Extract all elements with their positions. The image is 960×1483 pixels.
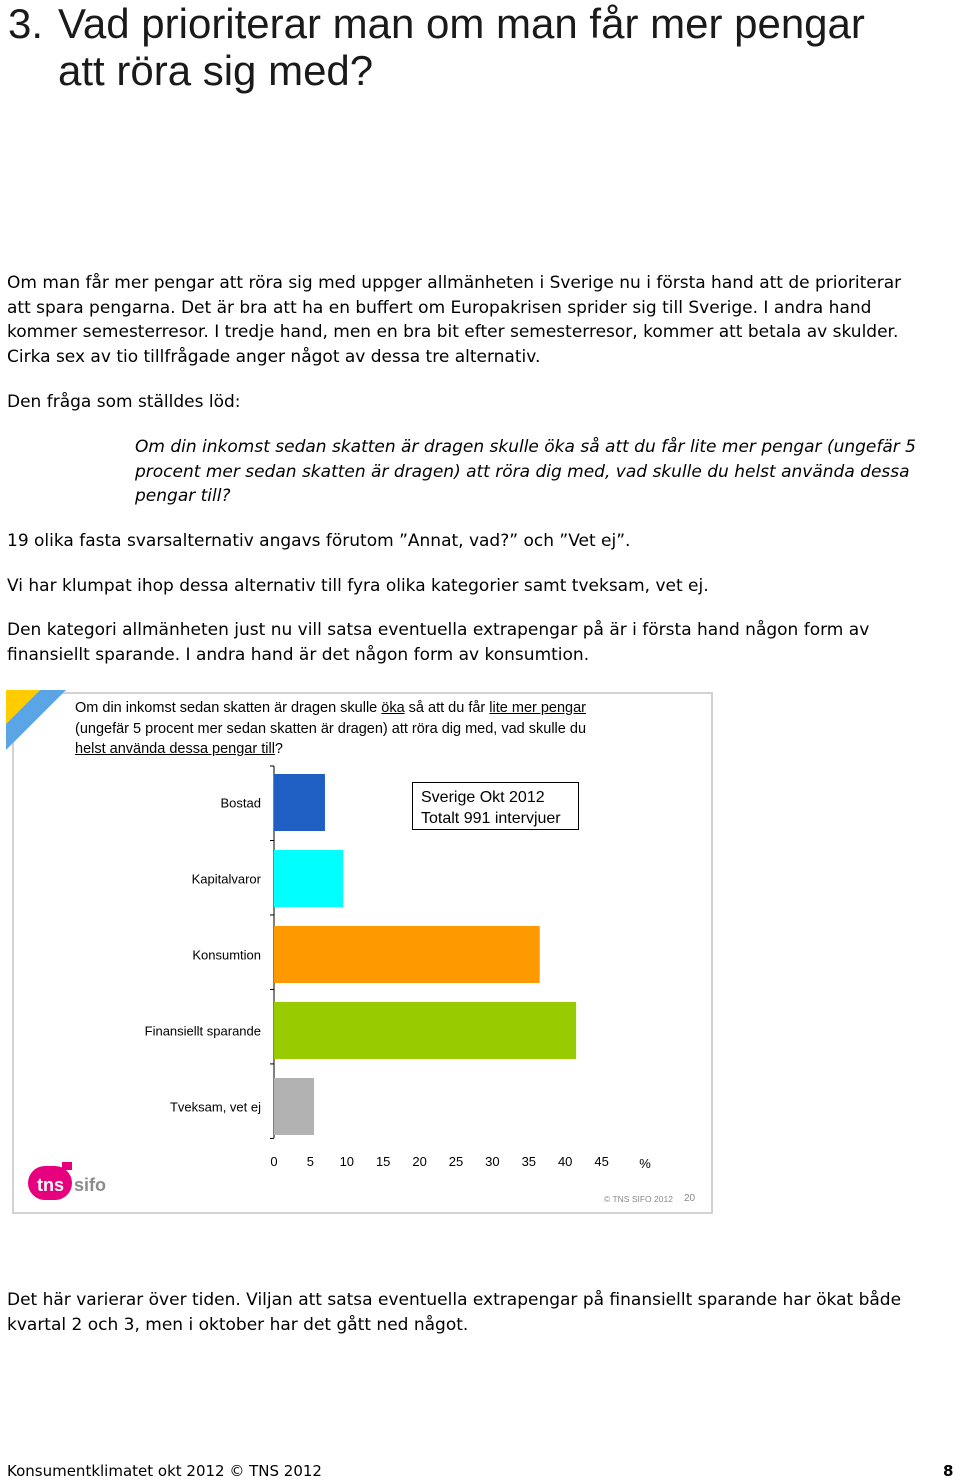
heading-line: att röra sig med?	[58, 47, 374, 94]
bar	[274, 850, 343, 907]
x-tick-label: 20	[412, 1154, 427, 1169]
logo-sifo-text: sifo	[74, 1175, 107, 1195]
text-line: Om din inkomst sedan skatten är dragen skulle öka så att du får lite mer pengar (ungefär 5	[135, 437, 916, 457]
x-tick-label: 10	[339, 1154, 355, 1169]
slide-question-text: ?	[274, 741, 283, 757]
x-tick-label: 5	[306, 1154, 315, 1169]
category-label: Konsumtion	[192, 947, 261, 963]
x-tick-label: 15	[375, 1154, 391, 1169]
slide-question-text: så att du får	[404, 700, 490, 716]
bar	[274, 774, 325, 831]
x-tick-label: 30	[485, 1154, 500, 1169]
text-line: Den kategori allmänheten just nu vill satsa eventuella extrapengar på är i första hand någon form av	[7, 620, 870, 640]
category-label: Finansiellt sparande	[144, 1023, 261, 1039]
slide-question-underlined: öka	[381, 700, 405, 716]
slide-copyright: © TNS SIFO 2012	[604, 1194, 673, 1204]
text-line: procent mer sedan skatten är dragen) att röra dig med, vad skulle du helst använda dessa	[135, 461, 910, 482]
category-label: Bostad	[220, 795, 261, 811]
category-label: Tveksam, vet ej	[169, 1099, 261, 1115]
footer-text: Konsumentklimatet okt 2012 © TNS 2012	[7, 1462, 322, 1480]
x-tick-label: 0	[270, 1154, 278, 1169]
text-line: att spara pengarna. Det är bra att ha en buffert om Europakrisen sprider sig till Sverige. I andra hand	[7, 297, 872, 318]
heading-number: 3.	[8, 0, 44, 47]
text-line: Cirka sex av tio tillfrågade anger något av dessa tre alternativ.	[7, 346, 541, 367]
bar	[274, 926, 540, 983]
text-line: finansiellt sparande. I andra hand är det någon form av konsumtion.	[7, 644, 590, 665]
x-tick-label: 45	[594, 1154, 609, 1169]
heading-line: Vad prioriterar man om man får mer pengar	[58, 0, 865, 47]
bar	[274, 1078, 314, 1135]
category-label: Kapitalvaror	[191, 871, 261, 887]
x-tick-label: 40	[557, 1154, 573, 1169]
closing-paragraph	[7, 1288, 957, 1337]
sample-info-box	[412, 782, 579, 830]
alternatives-text: 19 olika fasta svarsalternativ angavs förutom ”Annat, vad?” och ”Vet ej”.	[7, 531, 631, 551]
x-axis-label: %	[639, 1156, 651, 1171]
sample-info-line: Totalt 991 intervjuer	[421, 810, 561, 827]
slide-question-underlined: helst använda dessa pengar till	[75, 741, 275, 757]
question-intro: Den fråga som ställdes löd:	[7, 392, 241, 412]
sample-info-line: Sverige Okt 2012	[421, 789, 545, 806]
text-line: Det här varierar över tiden. Viljan att satsa eventuella extrapengar på finansiellt sparande har ökat både	[7, 1290, 902, 1310]
text-line: Om man får mer pengar att röra sig med uppger allmänheten i Sverige nu i första hand att de prioriterar	[7, 273, 902, 293]
grouping-text: Vi har klumpat ihop dessa alternativ till fyra olika kategorier samt tveksam, vet ej.	[7, 576, 709, 596]
logo-tns-text: tns	[37, 1175, 64, 1195]
slide-question-text: Om din inkomst sedan skatten är dragen skulle	[75, 700, 382, 716]
slide-question-text: (ungefär 5 procent mer sedan skatten är dragen) att röra dig med, vad skulle du	[75, 720, 587, 737]
page-number: 8	[943, 1462, 954, 1480]
slide-question-underlined: lite mer pengar	[489, 700, 587, 716]
tns-sifo-logo	[26, 1162, 110, 1204]
text-line: kvartal 2 och 3, men i oktober har det gått ned något.	[7, 1314, 469, 1335]
x-tick-label: 25	[448, 1154, 464, 1169]
slide-number: 20	[684, 1193, 696, 1204]
text-line: pengar till?	[135, 486, 231, 506]
x-tick-label: 35	[521, 1154, 537, 1169]
bar	[274, 1002, 576, 1059]
text-line: kommer semesterresor. I tredje hand, men en bra bit efter semesterresor, kommer att betala av skulder.	[7, 322, 899, 342]
